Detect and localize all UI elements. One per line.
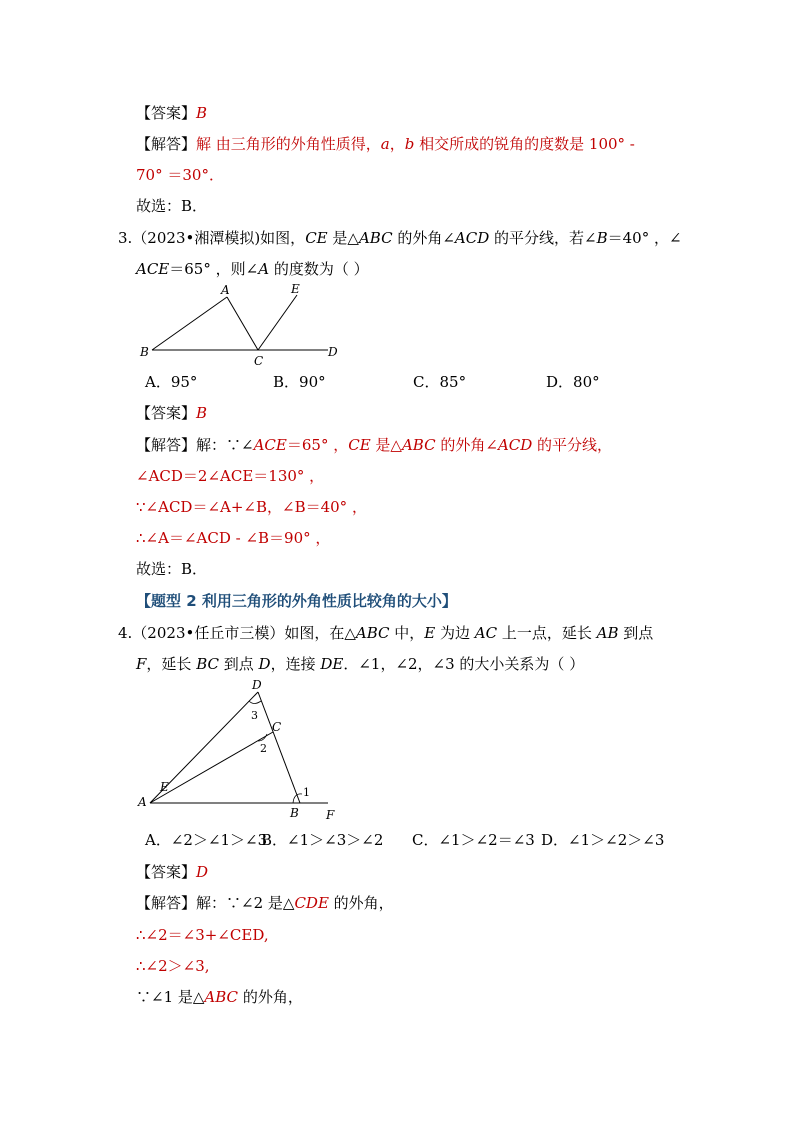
q4-solution-line-4: ∵∠1 是△ABC 的外角， (136, 988, 303, 1006)
q3-option-c[interactable]: C．85° (413, 373, 467, 391)
label-B: B (290, 806, 299, 820)
label-F: F (326, 808, 335, 822)
q3-option-b[interactable]: B．90° (273, 373, 326, 391)
label-E: E (160, 780, 169, 794)
q4-stem-line-2: F，延长 BC 到点 D，连接 DE．∠1，∠2，∠3 的大小关系为（ ） (136, 655, 585, 673)
q4-option-c[interactable]: C．∠1＞∠2＝∠3 (412, 831, 535, 849)
q3-choose: 故选：B． (136, 560, 208, 578)
answer-label: 【答案】 (136, 104, 197, 122)
q3-solution-line-3: ∵∠ACD＝∠A+∠B，∠B＝40° ， (136, 498, 367, 516)
q4-answer: 【答案】D (136, 863, 209, 881)
q3-solution-line-2: ∠ACD＝2∠ACE＝130° ， (136, 467, 325, 485)
answer-line-1 (136, 103, 207, 123)
arc-angle-3 (249, 701, 261, 704)
q3-solution-line-1: 【解答】解：∵∠ACE＝65° ，CE 是△ABC 的外角∠ACD 的平分线， (136, 436, 613, 454)
q4-option-d[interactable]: D．∠1＞∠2＞∠3 (541, 831, 665, 849)
label-D: D (328, 345, 338, 359)
q3-stem-line-2: ACE＝65° ，则∠A 的度数为（ ） (136, 260, 369, 278)
q3-stem-line-1: 3.（2023•湘潭模拟)如图，CE 是△ABC 的外角∠ACD 的平分线，若∠B＝40° ，∠ (118, 229, 682, 247)
label-A: A (221, 283, 230, 297)
line-AC (227, 297, 258, 350)
explain-label: 【解答】 (136, 135, 197, 153)
q4-option-a[interactable]: A．∠2＞∠1＞∠3 (145, 831, 268, 849)
q3-option-a[interactable]: A．95° (145, 373, 198, 391)
q4-solution-line-3: ∴∠2＞∠3, (136, 957, 210, 975)
q3-answer: 【答案】B (136, 404, 208, 422)
explain-line-1: 【解答】解 由三角形的外角性质得，a，b 相交所成的锐角的度数是 100° - (136, 135, 635, 153)
label-B: B (140, 345, 149, 359)
line-BA (152, 297, 227, 350)
section-heading: 【题型 2 利用三角形的外角性质比较角的大小】 (136, 592, 457, 610)
label-D: D (252, 678, 262, 692)
label-C: C (272, 720, 282, 734)
label-C: C (254, 354, 264, 368)
label-angle-1: 1 (303, 786, 310, 799)
explain-line-2: 70° ＝30°． (136, 166, 224, 184)
q4-stem-line-1: 4.（2023•任丘市三模）如图，在△ABC 中，E 为边 AC 上一点，延长 AB 到点 (118, 624, 654, 642)
answer-value: B (196, 104, 208, 122)
label-A: A (138, 795, 147, 809)
q3-solution-line-4: ∴∠A＝∠ACD - ∠B＝90° ， (136, 529, 331, 547)
label-angle-3: 3 (251, 709, 258, 722)
q4-option-b[interactable]: B．∠1＞∠3＞∠2 (261, 831, 384, 849)
q4-solution-line-1: 【解答】解：∵∠2 是△CDE 的外角， (136, 894, 394, 912)
line-CE (258, 295, 297, 350)
label-E: E (291, 282, 300, 296)
q3-option-d[interactable]: D．80° (546, 373, 600, 391)
label-angle-2: 2 (260, 742, 267, 755)
q4-solution-line-2: ∴∠2＝∠3+∠CED, (136, 926, 269, 944)
q4-figure (130, 675, 360, 825)
choose-line-1: 故选：B． (136, 197, 208, 215)
q3-figure (130, 280, 350, 370)
